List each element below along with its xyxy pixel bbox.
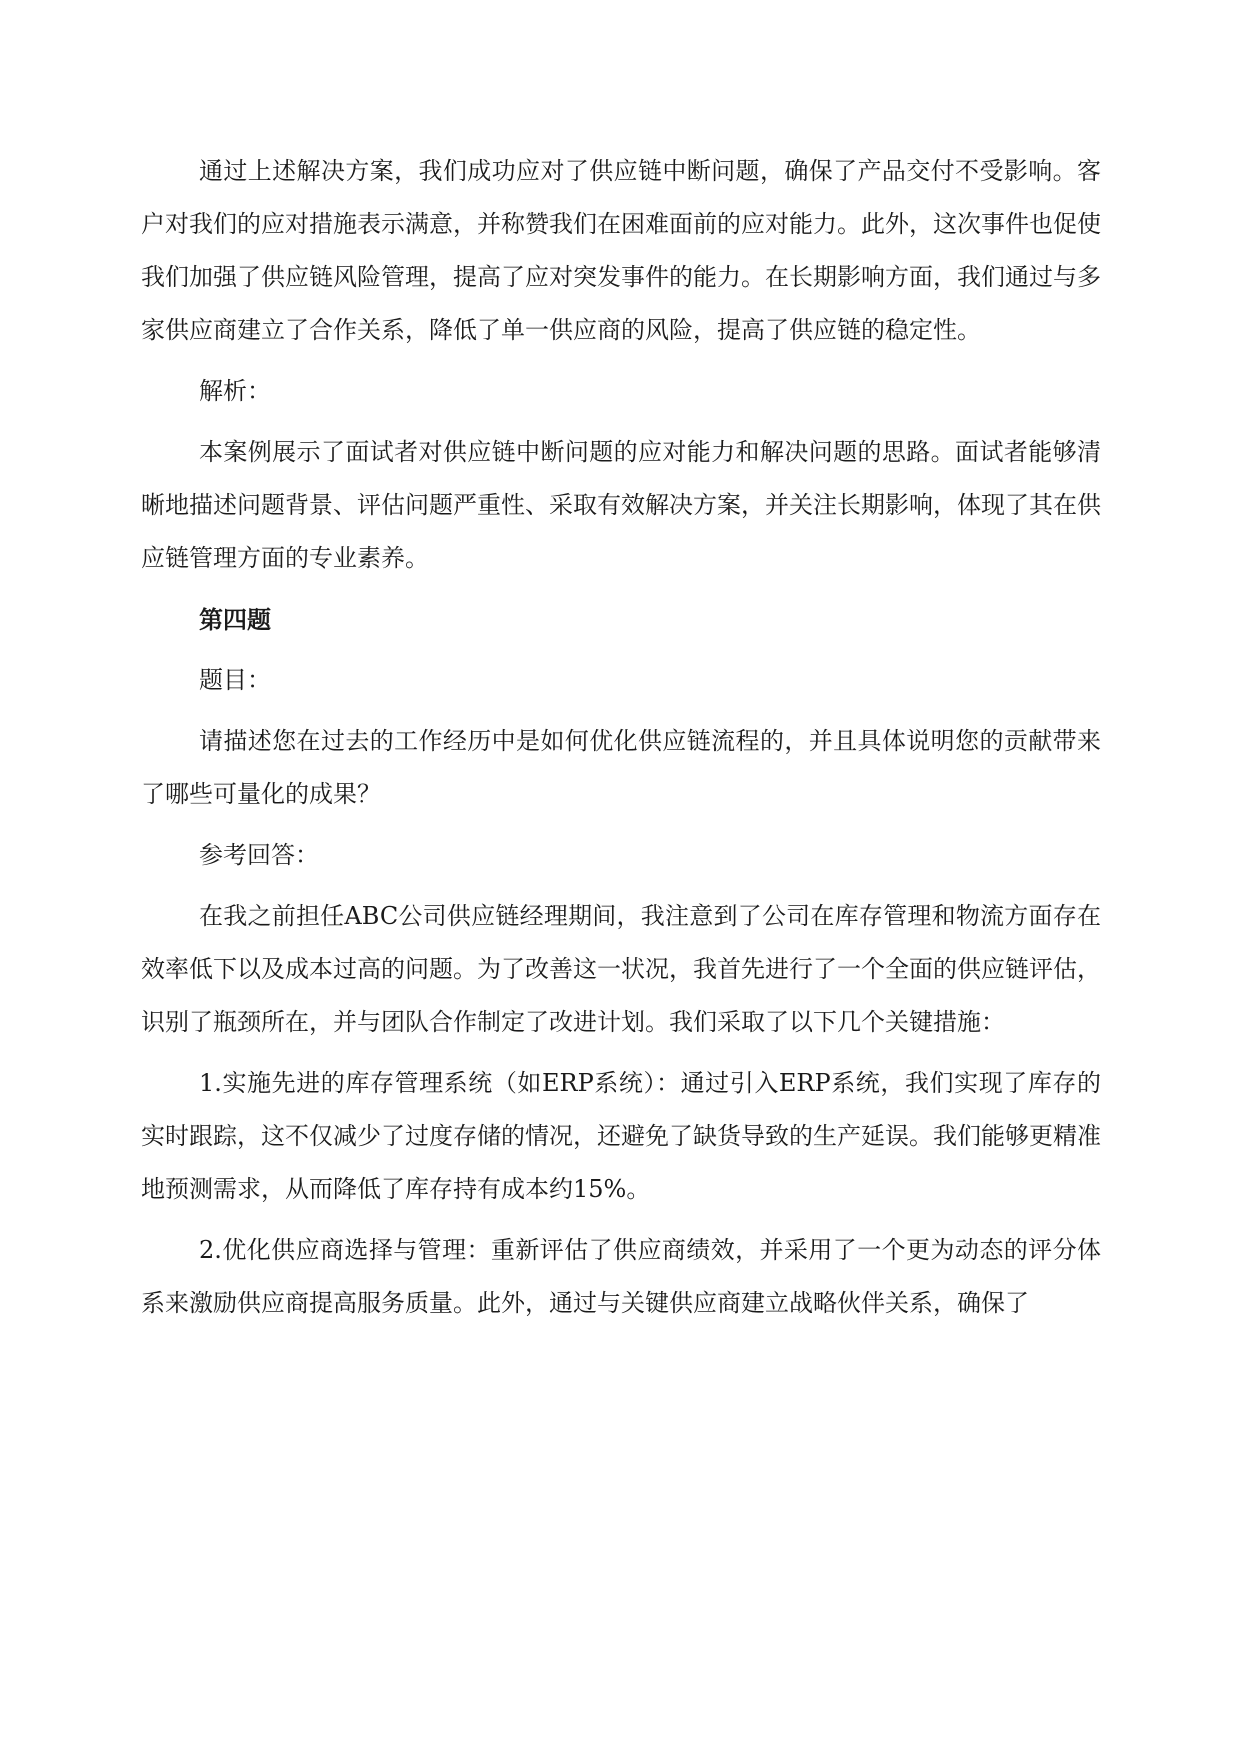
- paragraph-measure-two: 2.优化供应商选择与管理：重新评估了供应商绩效，并采用了一个更为动态的评分体系来激励供应商提高服务质量。此外，通过与关键供应商建立战略伙伴关系，确保了: [141, 1236, 1101, 1317]
- document-body: [141, 145, 1101, 1338]
- paragraph-question-label: 题目：: [199, 666, 271, 694]
- paragraph-answer-intro: 在我之前担任ABC公司供应链经理期间，我注意到了公司在库存管理和物流方面存在效率低下以及成本过高的问题。为了改善这一状况，我首先进行了一个全面的供应链评估，识别了瓶颈所在，并与团队合作制定了改进计划。我们采取了以下几个关键措施：: [141, 902, 1101, 1036]
- paragraph-analysis-label: 解析：: [199, 377, 271, 405]
- section-heading-question-four: 第四题: [199, 605, 271, 634]
- paragraph-analysis-text: 本案例展示了面试者对供应链中断问题的应对能力和解决问题的思路。面试者能够清晰地描述问题背景、评估问题严重性、采取有效解决方案，并关注长期影响，体现了其在供应链管理方面的专业素养。: [141, 438, 1101, 572]
- paragraph-reference-answer-label: 参考回答：: [199, 841, 319, 869]
- paragraph-question-text: 请描述您在过去的工作经历中是如何优化供应链流程的，并且具体说明您的贡献带来了哪些可量化的成果？: [141, 727, 1101, 808]
- paragraph-measure-one: 1.实施先进的库存管理系统（如ERP系统）：通过引入ERP系统，我们实现了库存的实时跟踪，这不仅减少了过度存储的情况，还避免了缺货导致的生产延误。我们能够更精准地预测需求，从而降低了库存持有成本约15%。: [141, 1069, 1101, 1203]
- paragraph-result-summary: 通过上述解决方案，我们成功应对了供应链中断问题，确保了产品交付不受影响。客户对我们的应对措施表示满意，并称赞我们在困难面前的应对能力。此外，这次事件也促使我们加强了供应链风险管理，提高了应对突发事件的能力。在长期影响方面，我们通过与多家供应商建立了合作关系，降低了单一供应商的风险，提高了供应链的稳定性。: [141, 157, 1101, 344]
